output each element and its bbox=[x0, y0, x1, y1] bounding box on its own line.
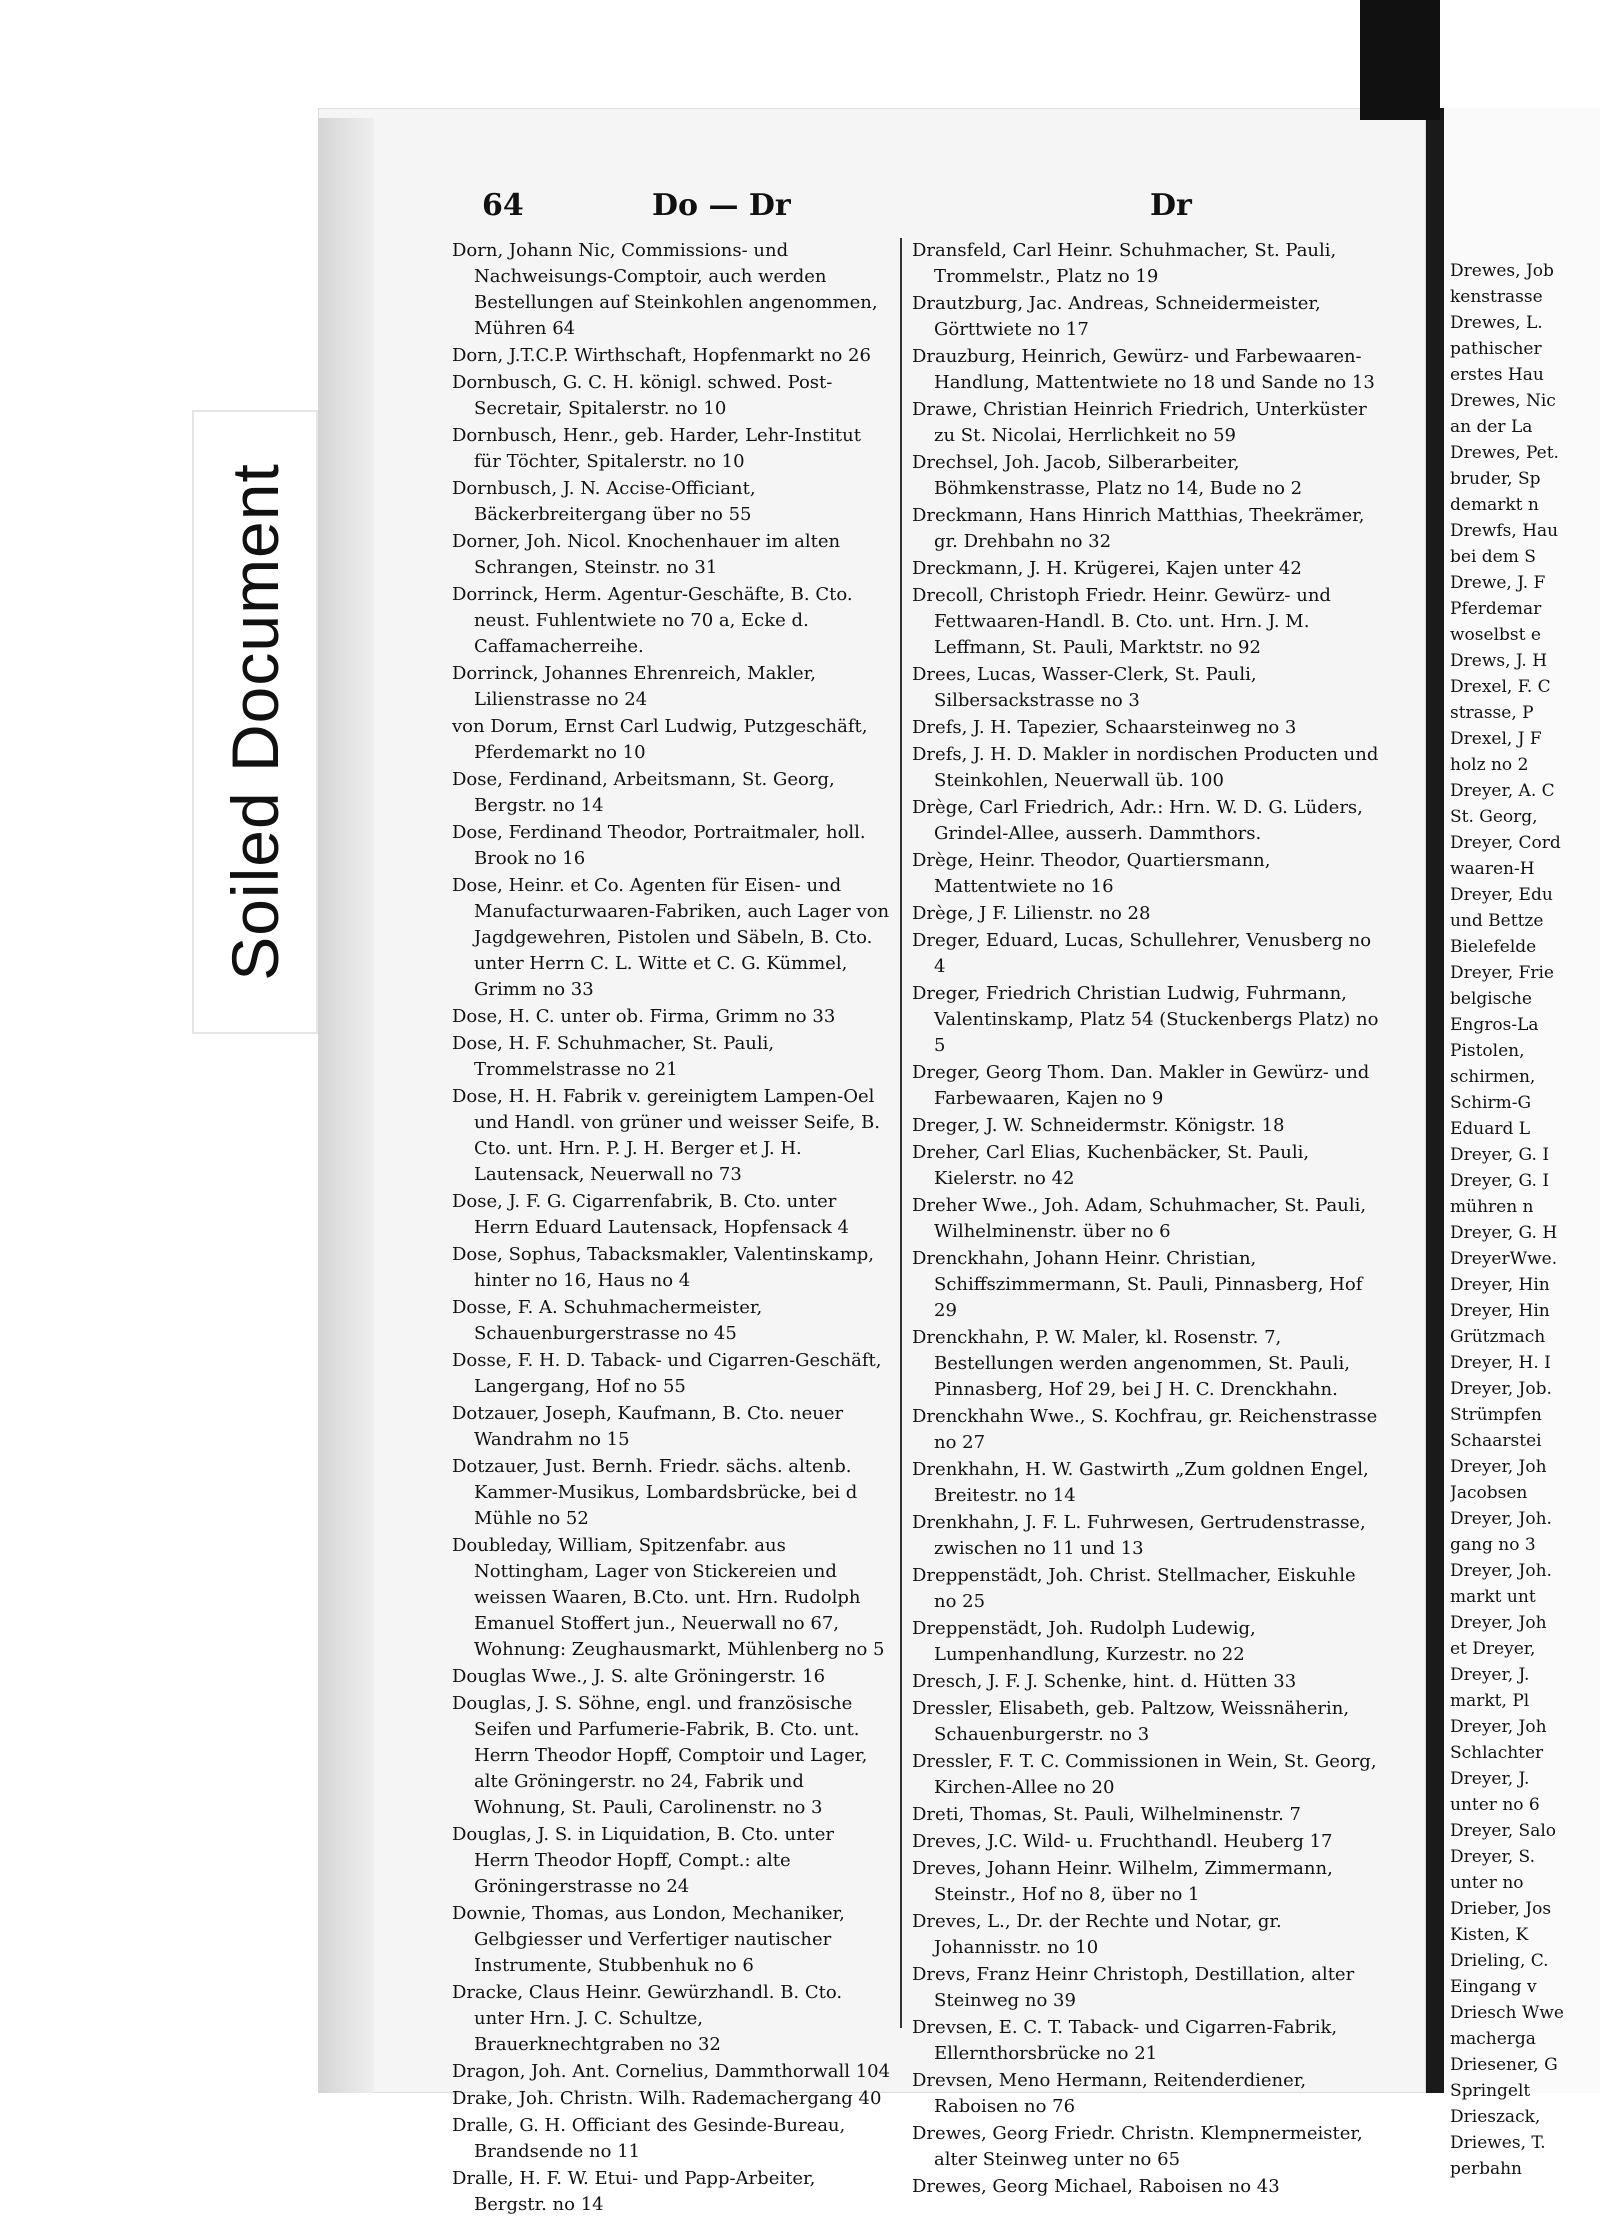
facing-entry-fragment: Dreyer, G. I bbox=[1450, 1171, 1550, 1191]
facing-entry-fragment: Dreyer, Joh bbox=[1450, 1457, 1547, 1477]
left-running-head: Do — Dr bbox=[652, 188, 791, 223]
facing-entry-fragment: Dreyer, Hin bbox=[1450, 1301, 1550, 1321]
facing-entry-fragment: gang no 3 bbox=[1450, 1535, 1536, 1555]
directory-entry: Dose, Heinr. et Co. Agenten für Eisen- und Manufacturwaaren-Fabriken, auch Lager von Jagdgewehren, Pistolen und Säbeln, B. Cto. unter Herrn C. L. Witte et C. G. Kümmel, Grimm no 33 bbox=[452, 875, 890, 1000]
directory-entry: Dornbusch, J. N. Accise-Officiant, Bäckerbreitergang über no 55 bbox=[452, 478, 756, 525]
facing-entry-fragment: Kisten, K bbox=[1450, 1925, 1529, 1945]
directory-entry: Drefs, J. H. Tapezier, Schaarsteinweg no 3 bbox=[912, 717, 1297, 738]
directory-entry: Dreger, J. W. Schneidermstr. Königstr. 18 bbox=[912, 1115, 1285, 1136]
facing-entry-fragment: DreyerWwe. bbox=[1450, 1249, 1558, 1269]
overlay-label-box bbox=[192, 410, 318, 1034]
facing-entry-fragment: Dreyer, G. I bbox=[1450, 1145, 1550, 1165]
facing-entry-fragment: kenstrasse bbox=[1450, 287, 1543, 307]
directory-entry: Dresch, J. F. J. Schenke, hint. d. Hütten 33 bbox=[912, 1671, 1297, 1692]
facing-entry-fragment: Dreyer, H. I bbox=[1450, 1353, 1551, 1373]
directory-entry: Dreti, Thomas, St. Pauli, Wilhelminenstr. 7 bbox=[912, 1804, 1301, 1825]
directory-entry: Drège, Carl Friedrich, Adr.: Hrn. W. D. G. Lüders, Grindel-Allee, ausserh. Dammthors. bbox=[912, 797, 1363, 844]
facing-entry-fragment: Dreyer, Hin bbox=[1450, 1275, 1550, 1295]
directory-entry: Dreppenstädt, Joh. Rudolph Ludewig, Lumpenhandlung, Kurzestr. no 22 bbox=[912, 1618, 1256, 1665]
directory-entry: Drautzburg, Jac. Andreas, Schneidermeister, Görttwiete no 17 bbox=[912, 293, 1321, 340]
facing-entry-fragment: Drieber, Jos bbox=[1450, 1899, 1552, 1919]
directory-entry: Dorn, J.T.C.P. Wirthschaft, Hopfenmarkt no 26 bbox=[452, 345, 871, 366]
facing-entry-fragment: macherga bbox=[1450, 2029, 1536, 2049]
directory-entry: Dreckmann, Hans Hinrich Matthias, Theekrämer, gr. Drehbahn no 32 bbox=[912, 505, 1365, 552]
facing-entry-fragment: Drexel, F. C bbox=[1450, 677, 1551, 697]
right-running-head: Dr bbox=[1150, 188, 1192, 223]
facing-entry-fragment: Driesener, G bbox=[1450, 2055, 1558, 2075]
directory-entry: Drauzburg, Heinrich, Gewürz- und Farbewaaren-Handlung, Mattentwiete no 18 und Sande no 13 bbox=[912, 346, 1375, 393]
directory-entry: Dragon, Joh. Ant. Cornelius, Dammthorwall 104 bbox=[452, 2061, 891, 2082]
facing-entry-fragment: Dreyer, Frie bbox=[1450, 963, 1554, 983]
directory-entry: Dressler, F. T. C. Commissionen in Wein, St. Georg, Kirchen-Allee no 20 bbox=[912, 1751, 1377, 1798]
facing-entry-fragment: Dreyer, Cord bbox=[1450, 833, 1561, 853]
directory-entry: Drevsen, E. C. T. Taback- und Cigarren-Fabrik, Ellernthorsbrücke no 21 bbox=[912, 2017, 1338, 2064]
facing-entry-fragment: Bielefelde bbox=[1450, 937, 1537, 957]
directory-entry: Dorrinck, Johannes Ehrenreich, Makler, Lilienstrasse no 24 bbox=[452, 663, 816, 710]
facing-entry-fragment: Dreyer, Joh. bbox=[1450, 1509, 1552, 1529]
facing-entry-fragment: bruder, Sp bbox=[1450, 469, 1541, 489]
page-gutter-shadow bbox=[318, 118, 374, 2093]
directory-entry: Drewes, Georg Friedr. Christn. Klempnermeister, alter Steinweg unter no 65 bbox=[912, 2123, 1363, 2170]
directory-entry: Drenckhahn, Johann Heinr. Christian, Schiffszimmermann, St. Pauli, Pinnasberg, Hof 29 bbox=[912, 1248, 1363, 1321]
facing-entry-fragment: belgische bbox=[1450, 989, 1532, 1009]
directory-entry: Drenckhahn, P. W. Maler, kl. Rosenstr. 7, Bestellungen werden angenommen, St. Pauli, Pinnasberg, Hof 29, bei J H. C. Drenckhahn. bbox=[912, 1327, 1350, 1400]
facing-page-column bbox=[1450, 258, 1596, 2182]
column-divider bbox=[900, 238, 902, 2028]
directory-entry: Drevs, Franz Heinr Christoph, Destillation, alter Steinweg no 39 bbox=[912, 1964, 1355, 2011]
facing-entry-fragment: unter no 6 bbox=[1450, 1795, 1540, 1815]
facing-entry-fragment: an der La bbox=[1450, 417, 1533, 437]
directory-entry: Dransfeld, Carl Heinr. Schuhmacher, St. Pauli, Trommelstr., Platz no 19 bbox=[912, 240, 1337, 287]
directory-entry: Dreger, Georg Thom. Dan. Makler in Gewürz- und Farbewaaren, Kajen no 9 bbox=[912, 1062, 1370, 1109]
facing-entry-fragment: unter no bbox=[1450, 1873, 1524, 1893]
directory-entry: Dornbusch, G. C. H. königl. schwed. Post-Secretair, Spitalerstr. no 10 bbox=[452, 372, 833, 419]
facing-entry-fragment: Drieling, C. bbox=[1450, 1951, 1549, 1971]
facing-entry-fragment: und Bettze bbox=[1450, 911, 1544, 931]
facing-entry-fragment: pathischer bbox=[1450, 339, 1542, 359]
directory-entry: Douglas, J. S. in Liquidation, B. Cto. unter Herrn Theodor Hopff, Compt.: alte Gröningerstrasse no 24 bbox=[452, 1824, 835, 1897]
directory-entry: Dreher, Carl Elias, Kuchenbäcker, St. Pauli, Kielerstr. no 42 bbox=[912, 1142, 1310, 1189]
directory-entry: Drenkhahn, J. F. L. Fuhrwesen, Gertrudenstrasse, zwischen no 11 und 13 bbox=[912, 1512, 1366, 1559]
facing-entry-fragment: Drieszack, bbox=[1450, 2107, 1541, 2127]
directory-entry: Dreger, Eduard, Lucas, Schullehrer, Venusberg no 4 bbox=[912, 930, 1372, 977]
facing-entry-fragment: St. Georg, bbox=[1450, 807, 1538, 827]
directory-entry: Dreher Wwe., Joh. Adam, Schuhmacher, St. Pauli, Wilhelminenstr. über no 6 bbox=[912, 1195, 1367, 1242]
facing-entry-fragment: holz no 2 bbox=[1450, 755, 1529, 775]
directory-entry: Drecoll, Christoph Friedr. Heinr. Gewürz- und Fettwaaren-Handl. B. Cto. unt. Hrn. J. M. Leffmann, St. Pauli, Marktstr. no 92 bbox=[912, 585, 1331, 658]
facing-entry-fragment: Drewfs, Hau bbox=[1450, 521, 1559, 541]
directory-entry: Drawe, Christian Heinrich Friedrich, Unterküster zu St. Nicolai, Herrlichkeit no 59 bbox=[912, 399, 1367, 446]
facing-entry-fragment: Dreyer, S. bbox=[1450, 1847, 1535, 1867]
facing-entry-fragment: Grützmach bbox=[1450, 1327, 1546, 1347]
facing-entry-fragment: Dreyer, G. H bbox=[1450, 1223, 1558, 1243]
facing-entry-fragment: Pferdemar bbox=[1450, 599, 1542, 619]
directory-entry: Dose, H. F. Schuhmacher, St. Pauli, Trommelstrasse no 21 bbox=[452, 1033, 775, 1080]
facing-entry-fragment: Dreyer, Job. bbox=[1450, 1379, 1552, 1399]
right-column bbox=[912, 238, 1382, 2201]
facing-entry-fragment: Dreyer, Joh bbox=[1450, 1613, 1547, 1633]
book-spine bbox=[1426, 108, 1444, 2093]
directory-entry: Drège, Heinr. Theodor, Quartiersmann, Mattentwiete no 16 bbox=[912, 850, 1271, 897]
directory-entry: Dose, Sophus, Tabacksmakler, Valentinskamp, hinter no 16, Haus no 4 bbox=[452, 1244, 875, 1291]
directory-entry: Dose, J. F. G. Cigarrenfabrik, B. Cto. unter Herrn Eduard Lautensack, Hopfensack 4 bbox=[452, 1191, 849, 1238]
facing-entry-fragment: Dreyer, J. bbox=[1450, 1665, 1530, 1685]
facing-entry-fragment: demarkt n bbox=[1450, 495, 1539, 515]
facing-entry-fragment: Driesch Wwe bbox=[1450, 2003, 1564, 2023]
directory-entry: Dose, H. H. Fabrik v. gereinigtem Lampen-Oel und Handl. von grüner und weisser Seife, B. Cto. unt. Hrn. P. J. H. Berger et J. H. Lautensack, Neuerwall no 73 bbox=[452, 1086, 880, 1185]
directory-entry: Dotzauer, Joseph, Kaufmann, B. Cto. neuer Wandrahm no 15 bbox=[452, 1403, 844, 1450]
directory-entry: Dosse, F. H. D. Taback- und Cigarren-Geschäft, Langergang, Hof no 55 bbox=[452, 1350, 882, 1397]
directory-entry: Dose, Ferdinand, Arbeitsmann, St. Georg, Bergstr. no 14 bbox=[452, 769, 835, 816]
directory-entry: Douglas, J. S. Söhne, engl. und französische Seifen und Parfumerie-Fabrik, B. Cto. unt. Herrn Theodor Hopff, Comptoir und Lager, alte Gröningerstr. no 24, Fabrik und Wohnung, St. Pauli, Carolinenstr. no 3 bbox=[452, 1693, 868, 1818]
directory-entry: von Dorum, Ernst Carl Ludwig, Putzgeschäft, Pferdemarkt no 10 bbox=[452, 716, 868, 763]
directory-entry: Drewes, Georg Michael, Raboisen no 43 bbox=[912, 2176, 1280, 2197]
facing-entry-fragment: perbahn bbox=[1450, 2159, 1522, 2179]
directory-entry: Drenckhahn Wwe., S. Kochfrau, gr. Reichenstrasse no 27 bbox=[912, 1406, 1378, 1453]
facing-entry-fragment: Schaarstei bbox=[1450, 1431, 1542, 1451]
directory-entry: Drenkhahn, H. W. Gastwirth „Zum goldnen Engel, Breitestr. no 14 bbox=[912, 1459, 1369, 1506]
facing-entry-fragment: Drewes, Job bbox=[1450, 261, 1554, 281]
facing-entry-fragment: woselbst e bbox=[1450, 625, 1541, 645]
directory-entry: Dosse, F. A. Schuhmachermeister, Schauenburgerstrasse no 45 bbox=[452, 1297, 763, 1344]
directory-entry: Dorrinck, Herm. Agentur-Geschäfte, B. Cto. neust. Fuhlentwiete no 70 a, Ecke d. Caffamacherreihe. bbox=[452, 584, 853, 657]
facing-entry-fragment: Drewes, Pet. bbox=[1450, 443, 1559, 463]
directory-entry: Drefs, J. H. D. Makler in nordischen Producten und Steinkohlen, Neuerwall üb. 100 bbox=[912, 744, 1379, 791]
directory-entry: Drechsel, Joh. Jacob, Silberarbeiter, Böhmkenstrasse, Platz no 14, Bude no 2 bbox=[912, 452, 1303, 499]
facing-entry-fragment: strasse, P bbox=[1450, 703, 1534, 723]
directory-entry: Drees, Lucas, Wasser-Clerk, St. Pauli, Silbersackstrasse no 3 bbox=[912, 664, 1257, 711]
directory-entry: Dreves, L., Dr. der Rechte und Notar, gr. Johannisstr. no 10 bbox=[912, 1911, 1282, 1958]
directory-entry: Dreger, Friedrich Christian Ludwig, Fuhrmann, Valentinskamp, Platz 54 (Stuckenbergs Platz) no 5 bbox=[912, 983, 1379, 1056]
facing-entry-fragment: Drewes, L. bbox=[1450, 313, 1543, 333]
directory-entry: Dralle, G. H. Officiant des Gesinde-Bureau, Brandsende no 11 bbox=[452, 2115, 846, 2162]
directory-entry: Dose, H. C. unter ob. Firma, Grimm no 33 bbox=[452, 1006, 836, 1027]
directory-entry: Dorner, Joh. Nicol. Knochenhauer im alten Schrangen, Steinstr. no 31 bbox=[452, 531, 841, 578]
facing-entry-fragment: mühren n bbox=[1450, 1197, 1534, 1217]
directory-entry: Dracke, Claus Heinr. Gewürzhandl. B. Cto. unter Hrn. J. C. Schultze, Brauerknechtgraben no 32 bbox=[452, 1982, 843, 2055]
facing-entry-fragment: Dreyer, J. bbox=[1450, 1769, 1530, 1789]
directory-entry: Dreppenstädt, Joh. Christ. Stellmacher, Eiskuhle no 25 bbox=[912, 1565, 1356, 1612]
facing-entry-fragment: markt unt bbox=[1450, 1587, 1536, 1607]
facing-entry-fragment: Dreyer, A. C bbox=[1450, 781, 1555, 801]
overlay-label: Soiled Document bbox=[218, 463, 293, 981]
facing-entry-fragment: erstes Hau bbox=[1450, 365, 1544, 385]
directory-entry: Drake, Joh. Christn. Wilh. Rademachergang 40 bbox=[452, 2088, 882, 2109]
facing-entry-fragment: Pistolen, bbox=[1450, 1041, 1525, 1061]
facing-entry-fragment: Jacobsen bbox=[1450, 1483, 1528, 1503]
facing-entry-fragment: et Dreyer, bbox=[1450, 1639, 1536, 1659]
directory-entry: Dose, Ferdinand Theodor, Portraitmaler, holl. Brook no 16 bbox=[452, 822, 866, 869]
facing-entry-fragment: Drewes, Nic bbox=[1450, 391, 1556, 411]
facing-entry-fragment: Engros-La bbox=[1450, 1015, 1539, 1035]
directory-entry: Dreckmann, J. H. Krügerei, Kajen unter 42 bbox=[912, 558, 1302, 579]
directory-entry: Drevsen, Meno Hermann, Reitenderdiener, Raboisen no 76 bbox=[912, 2070, 1307, 2117]
directory-entry: Dreves, J.C. Wild- u. Fruchthandl. Heuberg 17 bbox=[912, 1831, 1333, 1852]
facing-entry-fragment: Dreyer, Edu bbox=[1450, 885, 1553, 905]
facing-entry-fragment: Eduard L bbox=[1450, 1119, 1531, 1139]
facing-entry-fragment: Eingang v bbox=[1450, 1977, 1537, 1997]
facing-entry-fragment: markt, Pl bbox=[1450, 1691, 1530, 1711]
directory-entry: Drège, J F. Lilienstr. no 28 bbox=[912, 903, 1151, 924]
facing-entry-fragment: schirmen, bbox=[1450, 1067, 1536, 1087]
left-column bbox=[452, 238, 892, 2219]
directory-entry: Dornbusch, Henr., geb. Harder, Lehr-Institut für Töchter, Spitalerstr. no 10 bbox=[452, 425, 861, 472]
facing-entry-fragment: Dreyer, Salo bbox=[1450, 1821, 1557, 1841]
directory-entry: Downie, Thomas, aus London, Mechaniker, Gelbgiesser und Verfertiger nautischer Instrumente, Stubbenhuk no 6 bbox=[452, 1903, 845, 1976]
directory-entry: Dralle, H. F. W. Etui- und Papp-Arbeiter, Bergstr. no 14 bbox=[452, 2168, 816, 2215]
facing-entry-fragment: Strümpfen bbox=[1450, 1405, 1542, 1425]
directory-entry: Dorn, Johann Nic, Commissions- und Nachweisungs-Comptoir, auch werden Bestellungen auf Steinkohlen angenommen, Mühren 64 bbox=[452, 240, 878, 339]
facing-entry-fragment: Schirm-G bbox=[1450, 1093, 1532, 1113]
facing-entry-fragment: Driewes, T. bbox=[1450, 2133, 1546, 2153]
directory-entry: Doubleday, William, Spitzenfabr. aus Nottingham, Lager von Stickereien und weissen Waaren, B.Cto. unt. Hrn. Rudolph Emanuel Stoffert jun., Neuerwall no 67, Wohnung: Zeughausmarkt, Mühlenberg no 5 bbox=[452, 1535, 885, 1660]
facing-entry-fragment: waaren-H bbox=[1450, 859, 1535, 879]
directory-entry: Dreves, Johann Heinr. Wilhelm, Zimmermann, Steinstr., Hof no 8, über no 1 bbox=[912, 1858, 1333, 1905]
facing-entry-fragment: Dreyer, Joh bbox=[1450, 1717, 1547, 1737]
scan-edge bbox=[1360, 0, 1440, 120]
facing-entry-fragment: Dreyer, Joh. bbox=[1450, 1561, 1552, 1581]
facing-entry-fragment: bei dem S bbox=[1450, 547, 1536, 567]
page-number: 64 bbox=[482, 188, 524, 223]
facing-entry-fragment: Springelt bbox=[1450, 2081, 1531, 2101]
facing-entry-fragment: Drews, J. H bbox=[1450, 651, 1548, 671]
facing-entry-fragment: Schlachter bbox=[1450, 1743, 1544, 1763]
facing-entry-fragment: Drexel, J F bbox=[1450, 729, 1542, 749]
directory-entry: Dressler, Elisabeth, geb. Paltzow, Weissnäherin, Schauenburgerstr. no 3 bbox=[912, 1698, 1350, 1745]
directory-entry: Dotzauer, Just. Bernh. Friedr. sächs. altenb. Kammer-Musikus, Lombardsbrücke, bei d Mühle no 52 bbox=[452, 1456, 858, 1529]
facing-entry-fragment: Drewe, J. F bbox=[1450, 573, 1546, 593]
directory-entry: Douglas Wwe., J. S. alte Gröningerstr. 16 bbox=[452, 1666, 826, 1687]
